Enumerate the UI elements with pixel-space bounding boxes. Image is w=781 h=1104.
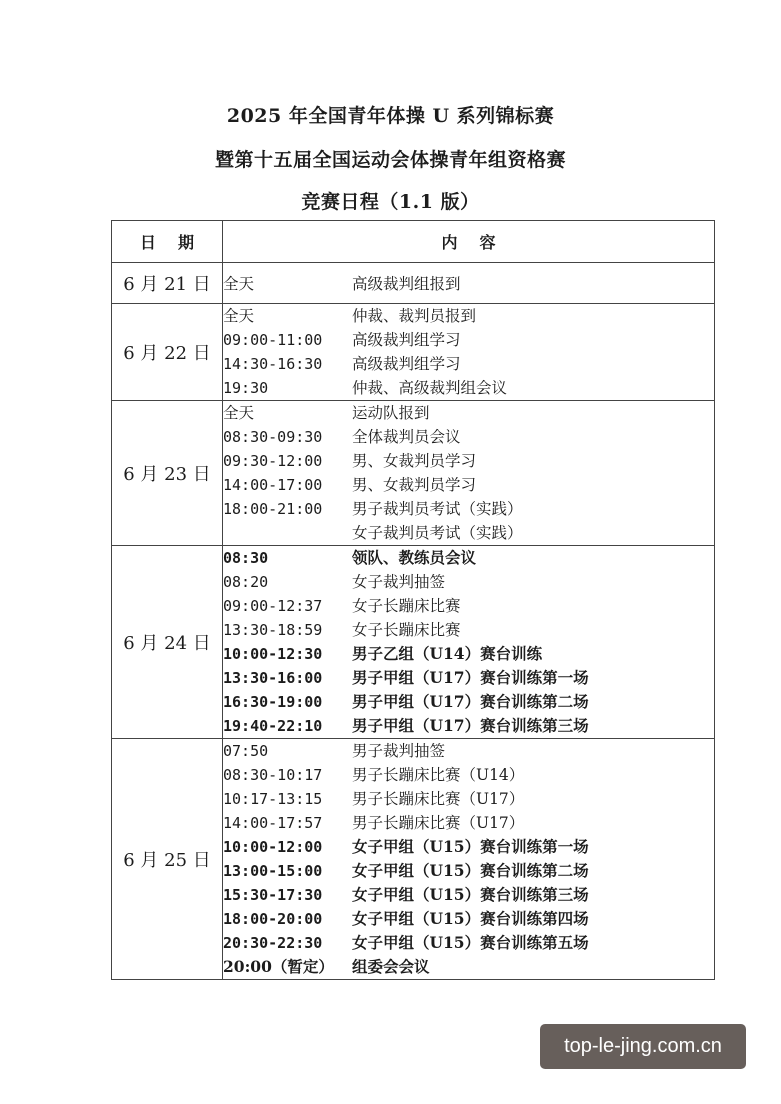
schedule-content bbox=[223, 401, 715, 546]
event-description: 女子裁判员考试（实践） bbox=[352, 524, 523, 542]
event-time: 14:00-17:57 bbox=[223, 814, 323, 832]
event-description: 女子甲组（U15）赛台训练第五场 bbox=[352, 933, 589, 952]
list-item bbox=[223, 425, 714, 449]
event-description: 男子甲组（U17）赛台训练第二场 bbox=[352, 692, 589, 711]
list-item bbox=[223, 763, 714, 787]
event-description: 男子裁判员考试（实践） bbox=[352, 500, 523, 518]
event-time: 08:30-10:17 bbox=[223, 766, 323, 784]
event-description: 男子甲组（U17）赛台训练第一场 bbox=[352, 668, 589, 687]
event-description: 男、女裁判员学习 bbox=[352, 452, 477, 470]
event-time: 10:00-12:30 bbox=[223, 645, 323, 663]
schedule-version-heading: 竞赛日程（1.1 版） bbox=[301, 191, 480, 213]
schedule-content bbox=[223, 546, 715, 739]
event-time: 14:30-16:30 bbox=[223, 355, 323, 373]
document-title: 2025 年全国青年体操 U 系列锦标赛 bbox=[226, 105, 555, 127]
list-item bbox=[223, 811, 714, 835]
event-time: 08:30 bbox=[223, 549, 269, 567]
header-date: 日期 bbox=[112, 221, 223, 263]
list-item bbox=[223, 521, 714, 545]
event-time: 13:30-18:59 bbox=[223, 621, 323, 639]
schedule-content bbox=[223, 263, 715, 304]
header-content: 内容 bbox=[223, 221, 715, 263]
list-item bbox=[223, 570, 714, 594]
event-description: 男子裁判抽签 bbox=[352, 742, 446, 760]
table-row bbox=[112, 304, 715, 401]
table-row bbox=[112, 401, 715, 546]
event-description: 全体裁判员会议 bbox=[352, 428, 461, 446]
schedule-date: 6 月 25 日 bbox=[112, 739, 223, 980]
list-item bbox=[223, 787, 714, 811]
table-row bbox=[112, 739, 715, 980]
event-description: 男子长蹦床比赛（U17） bbox=[352, 814, 525, 832]
event-description: 男子长蹦床比赛（U14） bbox=[352, 766, 525, 784]
schedule-date: 6 月 24 日 bbox=[112, 546, 223, 739]
event-description: 女子长蹦床比赛 bbox=[352, 621, 461, 639]
event-description: 女子甲组（U15）赛台训练第一场 bbox=[352, 837, 589, 856]
event-description: 领队、教练员会议 bbox=[352, 548, 477, 567]
list-item bbox=[223, 328, 714, 352]
list-item bbox=[223, 401, 714, 425]
event-time: 15:30-17:30 bbox=[223, 886, 323, 904]
list-item bbox=[223, 883, 714, 907]
event-time: 14:00-17:00 bbox=[223, 476, 323, 494]
list-item bbox=[223, 546, 714, 570]
list-item bbox=[223, 907, 714, 931]
schedule-body bbox=[112, 263, 715, 980]
event-description: 男子长蹦床比赛（U17） bbox=[352, 790, 525, 808]
list-item bbox=[223, 714, 714, 738]
list-item bbox=[223, 739, 714, 763]
event-time: 19:30 bbox=[223, 379, 269, 397]
event-time: 09:00-11:00 bbox=[223, 331, 323, 349]
event-time: 16:30-19:00 bbox=[223, 693, 323, 711]
schedule-date: 6 月 22 日 bbox=[112, 304, 223, 401]
event-description: 男、女裁判员学习 bbox=[352, 476, 477, 494]
list-item bbox=[223, 642, 714, 666]
event-time: 20:30-22:30 bbox=[223, 934, 323, 952]
event-description: 高级裁判组学习 bbox=[352, 355, 461, 373]
schedule-date: 6 月 23 日 bbox=[112, 401, 223, 546]
event-description: 运动队报到 bbox=[352, 404, 430, 422]
list-item bbox=[223, 376, 714, 400]
event-time: 09:30-12:00 bbox=[223, 452, 323, 470]
event-description: 组委会会议 bbox=[352, 957, 430, 976]
event-time: 10:00-12:00 bbox=[223, 838, 323, 856]
schedule-table bbox=[111, 220, 715, 980]
event-description: 高级裁判组报到 bbox=[352, 274, 461, 293]
event-description: 女子甲组（U15）赛台训练第三场 bbox=[352, 885, 589, 904]
list-item bbox=[223, 666, 714, 690]
event-time: 18:00-21:00 bbox=[223, 500, 323, 518]
table-row bbox=[112, 546, 715, 739]
event-time: 19:40-22:10 bbox=[223, 717, 323, 735]
list-item bbox=[223, 618, 714, 642]
list-item bbox=[223, 835, 714, 859]
event-description: 女子长蹦床比赛 bbox=[352, 597, 461, 615]
event-time: 20:00（暂定） bbox=[223, 957, 334, 976]
event-description: 女子甲组（U15）赛台训练第二场 bbox=[352, 861, 589, 880]
schedule-content bbox=[223, 304, 715, 401]
event-description: 男子甲组（U17）赛台训练第三场 bbox=[352, 716, 589, 735]
event-time: 08:30-09:30 bbox=[223, 428, 323, 446]
document-subtitle: 暨第十五届全国运动会体操青年组资格赛 bbox=[214, 149, 566, 171]
event-time: 13:00-15:00 bbox=[223, 862, 323, 880]
event-description: 高级裁判组学习 bbox=[352, 331, 461, 349]
event-description: 仲裁、裁判员报到 bbox=[352, 307, 477, 325]
list-item bbox=[223, 594, 714, 618]
table-row bbox=[112, 263, 715, 304]
event-description: 仲裁、高级裁判组会议 bbox=[352, 379, 508, 397]
list-item bbox=[223, 304, 714, 328]
event-time: 全天 bbox=[223, 307, 255, 325]
event-time: 全天 bbox=[223, 274, 255, 293]
list-item bbox=[223, 473, 714, 497]
table-header-row bbox=[112, 221, 715, 263]
list-item bbox=[223, 352, 714, 376]
event-description: 男子乙组（U14）赛台训练 bbox=[352, 644, 543, 663]
event-time: 08:20 bbox=[223, 573, 269, 591]
list-item bbox=[223, 272, 714, 296]
event-time: 全天 bbox=[223, 404, 255, 422]
event-description: 女子裁判抽签 bbox=[352, 573, 446, 591]
event-time: 09:00-12:37 bbox=[223, 597, 323, 615]
schedule-date: 6 月 21 日 bbox=[112, 263, 223, 304]
site-watermark: top-le-jing.com.cn bbox=[540, 1024, 746, 1069]
event-time: 07:50 bbox=[223, 742, 269, 760]
list-item bbox=[223, 449, 714, 473]
list-item bbox=[223, 497, 714, 521]
list-item bbox=[223, 690, 714, 714]
schedule-content bbox=[223, 739, 715, 980]
event-time: 18:00-20:00 bbox=[223, 910, 323, 928]
event-description: 女子甲组（U15）赛台训练第四场 bbox=[352, 909, 589, 928]
list-item bbox=[223, 859, 714, 883]
list-item bbox=[223, 955, 714, 979]
event-time: 10:17-13:15 bbox=[223, 790, 323, 808]
list-item bbox=[223, 931, 714, 955]
event-time: 13:30-16:00 bbox=[223, 669, 323, 687]
